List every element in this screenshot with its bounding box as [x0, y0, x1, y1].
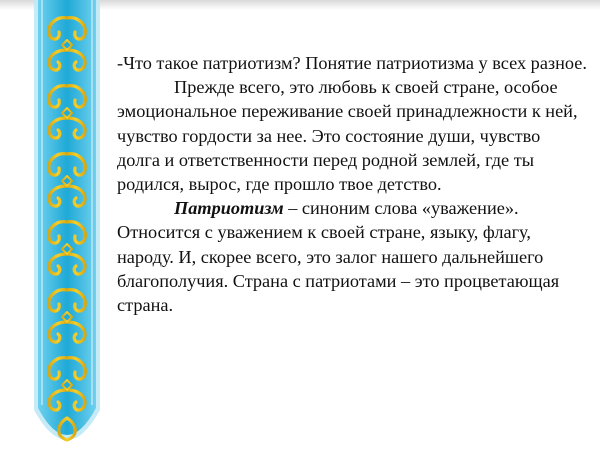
- paragraph-1: Прежде всего, это любовь к своей стране, особое эмоциональное переживание своей принадлежности к ней, чувство гордости за нее. Это состояние души, чувство долга и ответственности перед родной землей, где ты родился, вырос, где прошло твое детство.: [117, 77, 578, 195]
- paragraph-2: [117, 196, 587, 317]
- paragraph-2-rest: – синоним слова «уважение». Относится с уважением к своей стране, языку, флагу, народу. И, скорее всего, это залог нашего дальнейшего благополучия. Страна с патриотами – это процветающая страна.: [117, 198, 560, 316]
- term-patriotism: Патриотизм: [174, 198, 284, 219]
- text-block: [117, 51, 587, 317]
- intro-line: -Что такое патриотизм? Понятие патриотизма у всех разное.: [117, 53, 587, 73]
